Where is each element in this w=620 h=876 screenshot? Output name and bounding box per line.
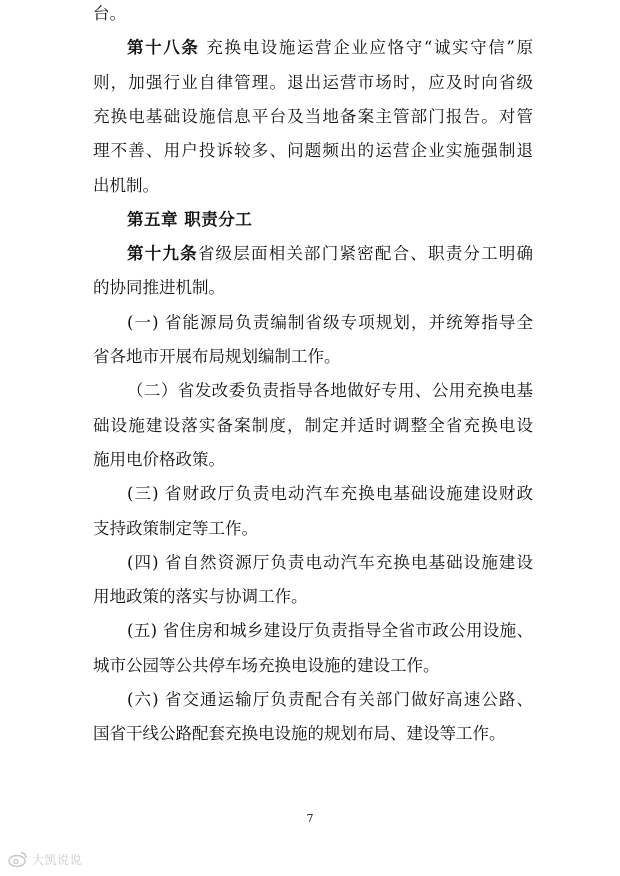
line-text: 的协同推进机制。 [93, 278, 225, 297]
line-content [127, 617, 533, 641]
chapter-heading-text: 第五章 职责分工 [127, 210, 253, 229]
line-content [93, 103, 533, 127]
line-text: 国省干线公路配套充换电设施的规划布局、建设等工作。 [93, 724, 506, 743]
line-text: (四) 省自然资源厅负责电动汽车充换电基础设施建设 [127, 553, 533, 572]
line-text: 充换电设施运营企业应恪守“诚实守信”原 [199, 38, 533, 57]
text-line [93, 446, 225, 470]
text-line [127, 240, 533, 264]
text-line [93, 274, 225, 298]
line-text: 用地政策的落实与协调工作。 [93, 587, 308, 606]
text-line [93, 652, 440, 676]
text-line [93, 583, 308, 607]
line-content [93, 4, 126, 23]
line-text: 础设施建设落实备案制度，制定并适时调整全省充换电设 [93, 416, 533, 435]
text-line [93, 343, 341, 367]
line-content [93, 176, 159, 195]
line-content [127, 686, 533, 710]
line-text: 台。 [93, 4, 126, 23]
article-label: 第十九条 [127, 244, 198, 263]
text-line [127, 549, 533, 573]
line-text: 城市公园等公共停车场充换电设施的建设工作。 [93, 656, 440, 675]
line-content [93, 450, 225, 469]
line-content [93, 347, 341, 366]
text-line [93, 172, 159, 196]
line-content [93, 137, 533, 161]
line-text: (三) 省财政厅负责电动汽车充换电基础设施建设财政 [127, 484, 533, 503]
line-text: 理不善、用户投诉较多、问题频出的运营企业实施强制退 [93, 141, 533, 160]
watermark [8, 849, 82, 869]
text-line [93, 137, 533, 161]
line-content [93, 587, 308, 606]
line-content [127, 480, 533, 504]
line-text: (六) 省交通运输厅负责配合有关部门做好高速公路、 [127, 690, 533, 709]
line-text: （二）省发改委负责指导各地做好专用、公用充换电基 [127, 381, 533, 400]
line-content [93, 519, 258, 538]
line-content [127, 34, 533, 58]
line-content [93, 656, 440, 675]
line-content [93, 724, 506, 743]
text-line [93, 0, 126, 24]
line-text: 施用电价格政策。 [93, 450, 225, 469]
text-line [127, 377, 533, 401]
line-text: 支持政策制定等工作。 [93, 519, 258, 538]
line-content [127, 549, 533, 573]
line-text: (五) 省住房和城乡建设厅负责指导全省市政公用设施、 [127, 621, 533, 640]
text-line [93, 412, 533, 436]
line-content [93, 278, 225, 297]
text-line [93, 515, 258, 539]
text-line [127, 686, 533, 710]
text-line [127, 309, 533, 333]
text-line [93, 103, 533, 127]
text-line [127, 480, 533, 504]
line-content [93, 412, 533, 436]
chapter-heading [127, 206, 252, 230]
text-line [127, 34, 533, 58]
text-line [93, 69, 533, 93]
line-text: 出机制。 [93, 176, 159, 195]
line-text: 省各地市开展布局规划编制工作。 [93, 347, 341, 366]
line-content [127, 377, 533, 401]
line-text: (一) 省能源局负责编制省级专项规划，并统筹指导全 [127, 313, 533, 332]
line-content [127, 240, 533, 264]
line-content [93, 69, 533, 93]
weibo-icon [8, 851, 28, 867]
article-label: 第十八条 [127, 38, 200, 57]
text-line [127, 617, 533, 641]
line-text: 则，加强行业自律管理。退出运营市场时，应及时向省级 [93, 73, 533, 92]
line-content [127, 309, 533, 333]
page-number: 7 [306, 812, 314, 825]
text-line [93, 720, 506, 744]
line-text: 省级层面相关部门紧密配合、职责分工明确 [197, 244, 534, 263]
watermark-text: 大凯说说 [32, 852, 83, 867]
line-text: 充换电基础设施信息平台及当地备案主管部门报告。对管 [93, 107, 533, 126]
